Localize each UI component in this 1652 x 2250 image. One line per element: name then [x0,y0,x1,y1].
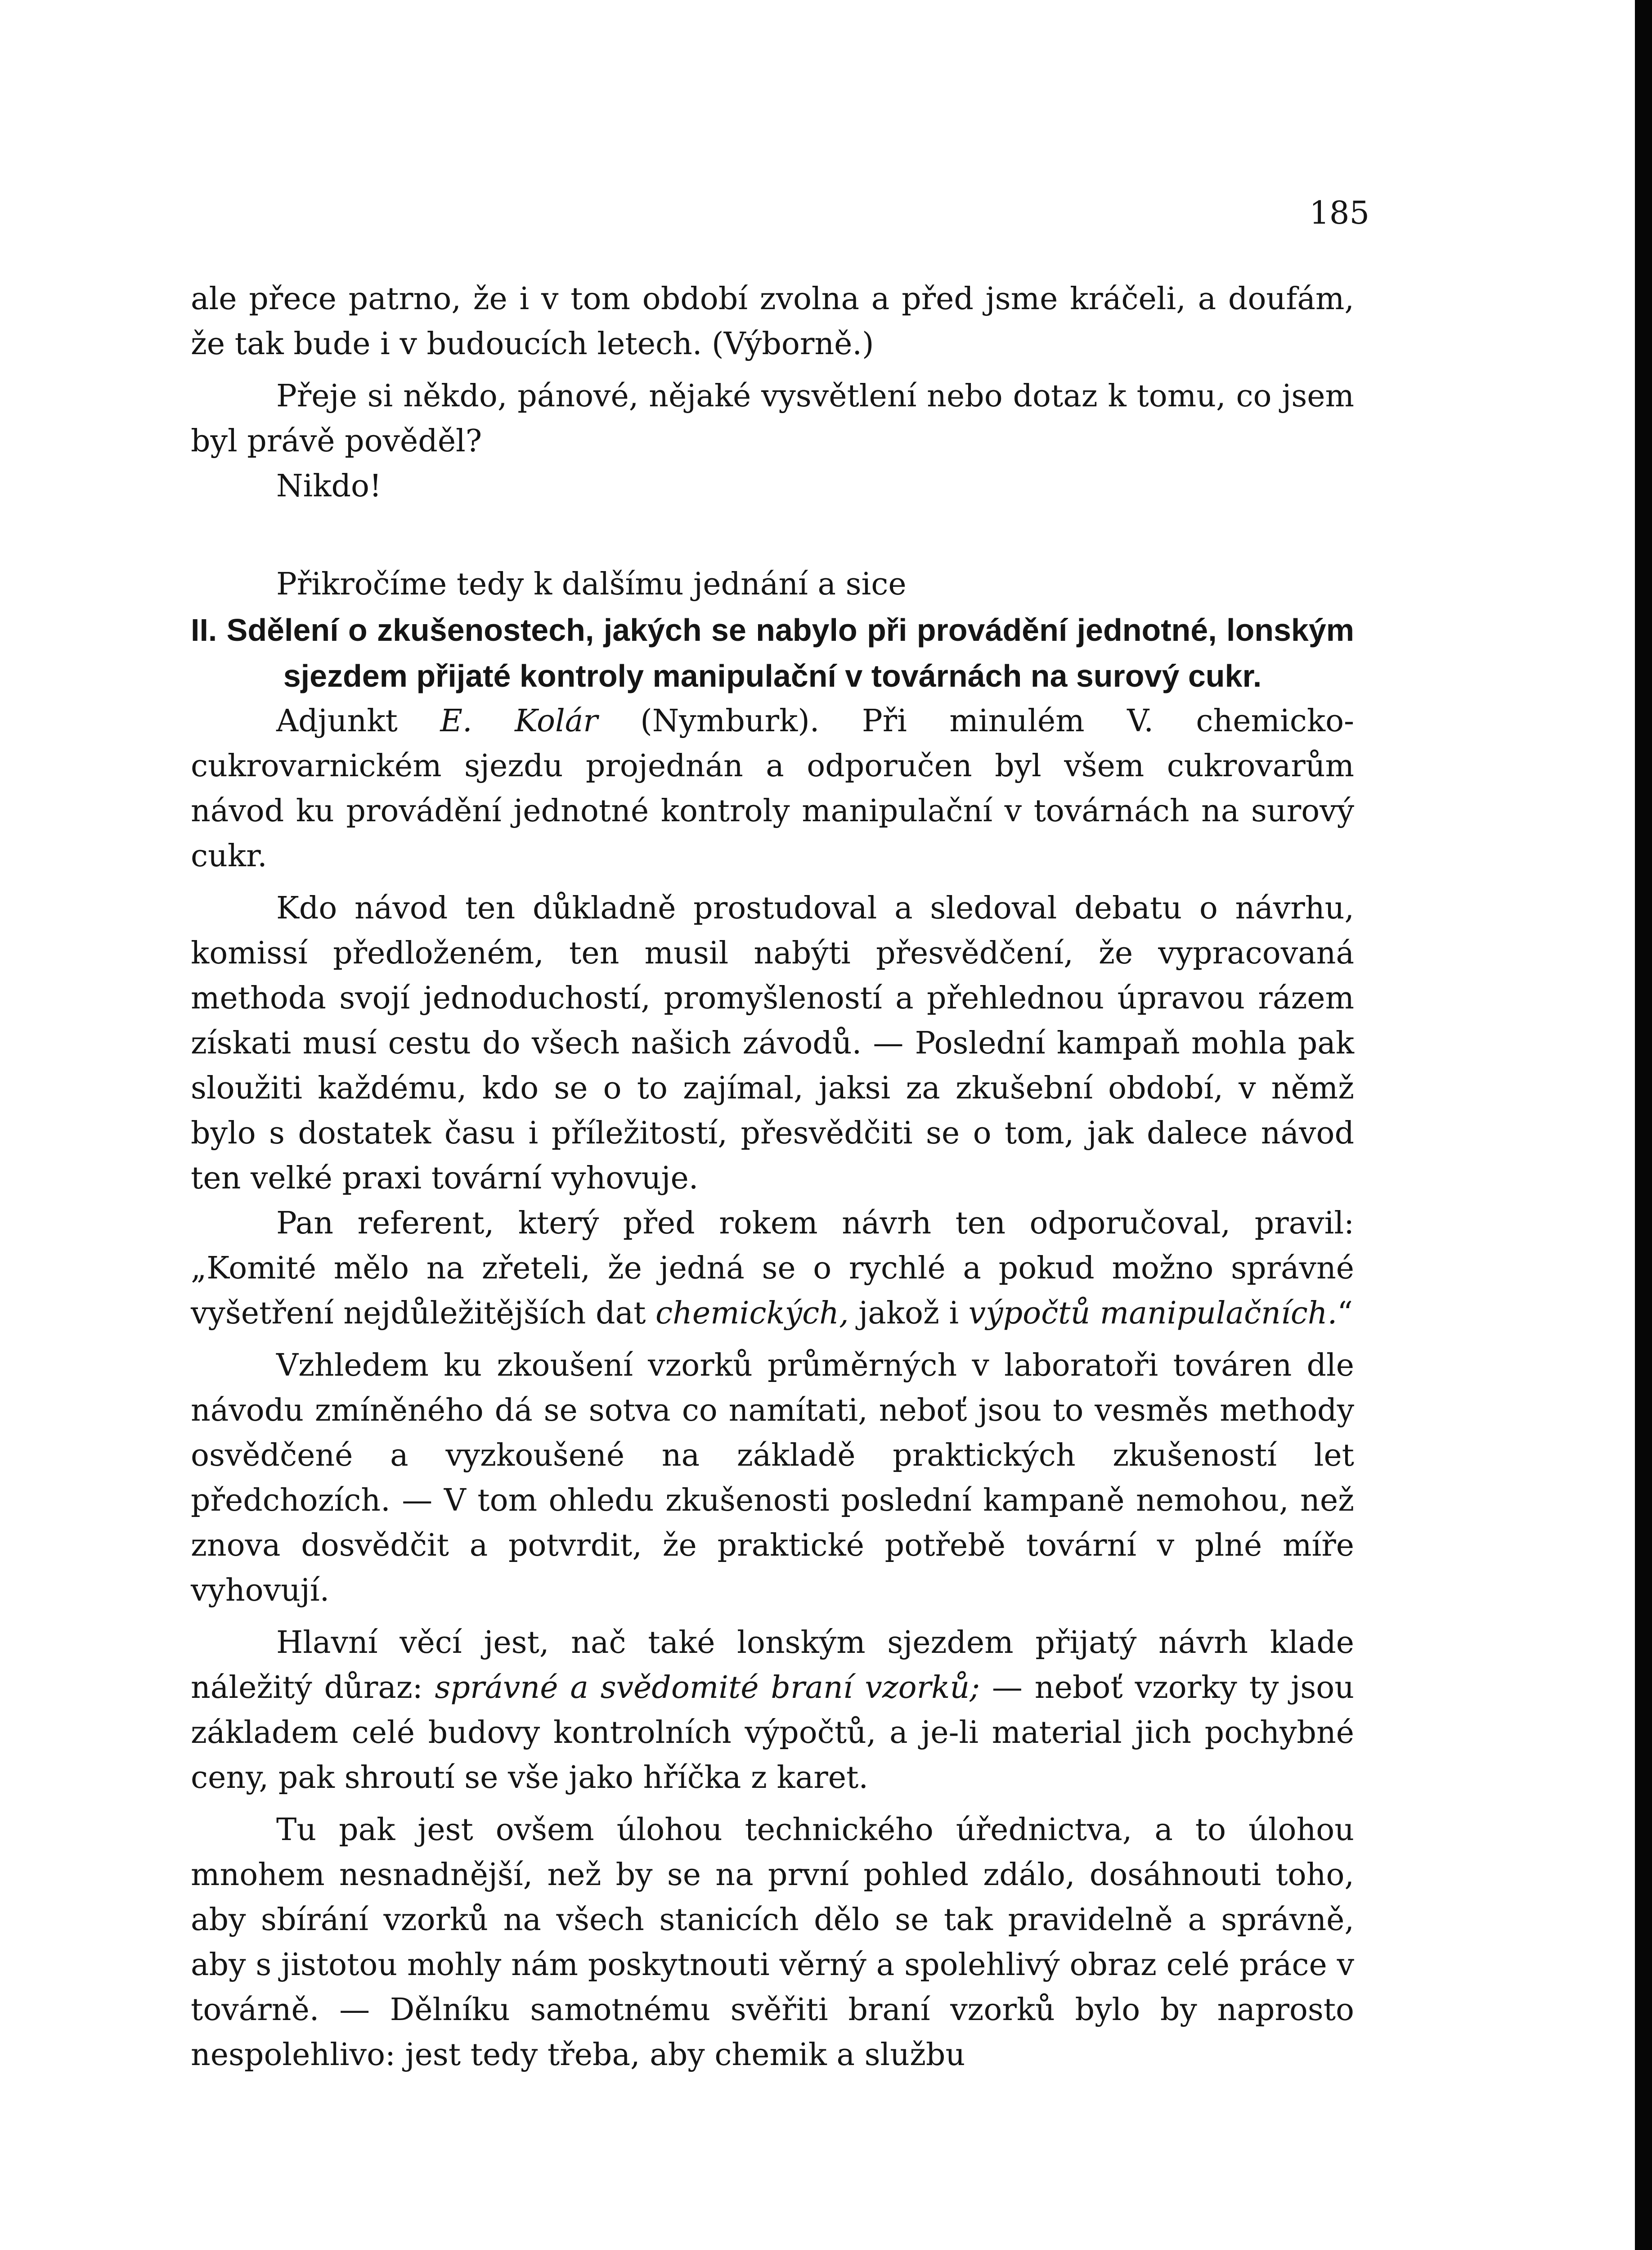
speaker-name: E. Kolár [440,703,598,739]
paragraph-8: Vzhledem ku zkoušení vzorků průměrných v laboratoři továren dle návodu zmíněného dá se sotva co namítati, neboť jsou to vesměs methody osvědčené a vyzkoušené na základě praktických zkušeností let předchozích. — V tom ohledu zkušenosti poslední kampaně nemohou, než znova dosvědčit a potvrdit, že praktické potřebě tovární v plné míře vyhovují. [191,1348,1354,1608]
body-text [191,277,1354,2078]
emphasis-calculations: výpočtů manipulačních. [968,1296,1338,1331]
paragraph-3: Nikdo! [276,468,382,504]
paragraph-1: ale přece patrno, že i v tom období zvolna a před jsme kráčeli, a doufám, že tak bude i v budoucích letech. (Výborně.) [191,281,1354,362]
paragraph-9-text-a: Hlavní věcí jest, nač také lonským sjezdem přijatý návrh klade náležitý důraz: [191,1625,1354,1706]
paragraph-5 [191,699,1354,879]
paragraph-7-text-c: “ [1337,1296,1353,1331]
paragraph-4: Přikročíme tedy k dalšímu jednání a sice [276,567,907,602]
paragraph-10: Tu pak jest ovšem úlohou technického úřednictva, a to úlohou mnohem nesnadnější, než by se na první pohled zdálo, dosáhnouti toho, aby sbírání vzorků na všech stanicích dělo se tak pravidelně a správně, aby s jistotou mohly nám poskytnouti věrný a spolehlivý obraz celé práce v továrně. — Dělníku samotnému svěřiti braní vzorků bylo by naprosto nespolehlivo: jest tedy třeba, aby chemik a službu [191,1812,1354,2073]
paragraph-7 [191,1201,1354,1336]
section-heading: II. Sdělení o zkušenostech, jakých se nabylo při provádění jednotné, lonským sjezdem přijaté kontroly manipulační v továrnách na surový cukr. [191,612,1354,693]
paragraph-5-text-b: (Nymburk). Při minulém V. chemicko-cukrovarnickém sjezdu projednán a odporučen byl všem cukrovarům návod ku provádění jednotné kontroly manipulační v továrnách na surový cukr. [191,703,1354,874]
scan-border-right [1635,0,1652,2250]
paragraph-7-text-a: Pan referent, který před rokem návrh ten odporučoval, pravil: „Komité mělo na zřeteli, že jedná se o rychlé a pokud možno správné vyšetření nejdůležitějších dat [191,1206,1354,1331]
paragraph-7-text-b: jakož i [848,1296,969,1331]
emphasis-chemical: chemických, [655,1296,849,1331]
emphasis-sampling: správné a svědomité braní vzorků; [435,1670,980,1706]
paragraph-9 [191,1620,1354,1800]
paragraph-5-text-a: Adjunkt [276,703,440,739]
page-number: 185 [1309,194,1369,231]
paragraph-2: Přeje si někdo, pánové, nějaké vysvětlení nebo dotaz k tomu, co jsem byl právě pověděl? [191,378,1354,459]
paragraph-6: Kdo návod ten důkladně prostudoval a sledoval debatu o návrhu, komissí předloženém, ten musil nabýti přesvědčení, že vypracovaná methoda svojí jednoduchostí, promyšleností a přehlednou úpravou rázem získati musí cestu do všech našich závodů. — Poslední kampaň mohla pak sloužiti každému, kdo se o to zajímal, jaksi za zkušební období, v němž bylo s dostatek času i příležitostí, přesvědčiti se o tom, jak dalece návod ten velké praxi tovární vyhovuje. [191,891,1354,1196]
paragraph-9-text-b: — neboť vzorky ty jsou základem celé budovy kontrolních výpočtů, a je-li material jich pochybné ceny, pak shroutí se vše jako hříčka z karet. [191,1670,1355,1796]
